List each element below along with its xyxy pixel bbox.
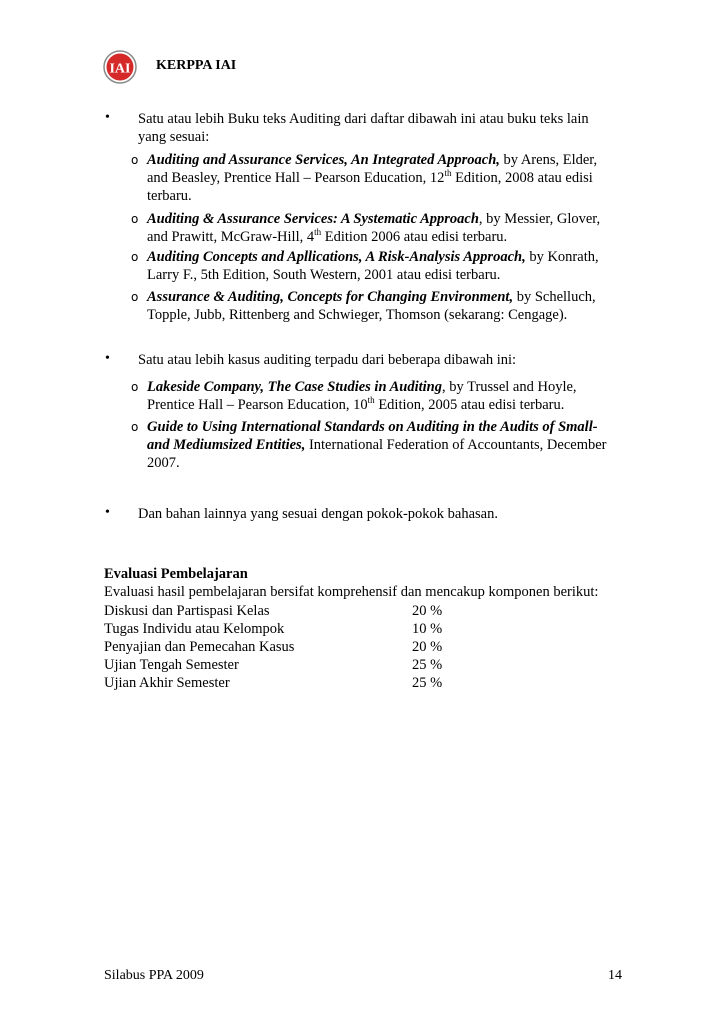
circle-bullet-icon: o [131,212,139,226]
evaluation-title: Evaluasi Pembelajaran [104,566,248,582]
evaluation-value: 25 % [412,657,443,673]
cases-intro: Satu atau lebih kasus auditing terpadu dari beberapa dibawah ini: [138,352,517,368]
bullet-other: • [105,505,110,520]
evaluation-label: Tugas Individu atau Kelompok [104,621,285,637]
bullet-books: • [105,110,110,125]
evaluation-value: 20 % [412,639,443,655]
book-item-4: o Assurance & Auditing, Concepts for Changing Environment, by Schelluch, Topple, Jubb, Rittenberg and Schwieger, Thomson (sekarang: Cengage). [131,289,596,323]
evaluation-value: 20 % [412,603,443,619]
header-title: KERPPA IAI [156,58,237,73]
iai-logo [103,50,137,84]
logo-text: IAI [109,61,131,77]
evaluation-row [104,674,464,692]
other-text: Dan bahan lainnya yang sesuai dengan pokok-pokok bahasan. [138,506,498,522]
footer-title: Silabus PPA 2009 [104,968,204,983]
evaluation-row [104,620,464,638]
book-item-2: o Auditing & Assurance Services: A Systematic Approach, by Messier, Glover, and Prawitt, McGraw-Hill, 4th Edition 2006 atau edisi terbaru. [131,211,601,245]
evaluation-value: 25 % [412,675,443,691]
case-item-2: o Guide to Using International Standards on Auditing in the Audits of Small- and Mediumsized Entities, International Federation of Accountants, December 2007. [131,419,607,471]
page-number: 14 [608,968,622,983]
circle-bullet-icon: o [131,153,139,167]
evaluation-value: 10 % [412,621,443,637]
evaluation-label: Diskusi dan Partispasi Kelas [104,603,270,619]
evaluation-label: Ujian Tengah Semester [104,657,239,673]
evaluation-label: Penyajian dan Pemecahan Kasus [104,639,295,655]
books-intro: Satu atau lebih Buku teks Auditing dari daftar dibawah ini atau buku teks lain yang sesuai: [138,111,589,145]
book-item-3: o Auditing Concepts and Apllications, A Risk-Analysis Approach, by Konrath, Larry F., 5th Edition, South Western, 2001 atau edisi terbaru. [131,249,599,283]
circle-bullet-icon: o [131,290,139,304]
case-item-1: o Lakeside Company, The Case Studies in Auditing, by Trussel and Hoyle, Prentice Hall – Pearson Education, 10th Edition, 2005 atau edisi terbaru. [131,379,577,413]
circle-bullet-icon: o [131,420,139,434]
circle-bullet-icon: o [131,250,139,264]
evaluation-row [104,602,464,620]
evaluation-row [104,638,464,656]
circle-bullet-icon: o [131,380,139,394]
evaluation-label: Ujian Akhir Semester [104,675,230,691]
bullet-cases: • [105,351,110,366]
evaluation-intro: Evaluasi hasil pembelajaran bersifat komprehensif dan mencakup komponen berikut: [104,584,599,600]
book-item-1: o Auditing and Assurance Services, An Integrated Approach, by Arens, Elder, and Beasley, Prentice Hall – Pearson Education, 12th Edition, 2008 atau edisi terbaru. [131,152,598,204]
evaluation-row [104,656,464,674]
